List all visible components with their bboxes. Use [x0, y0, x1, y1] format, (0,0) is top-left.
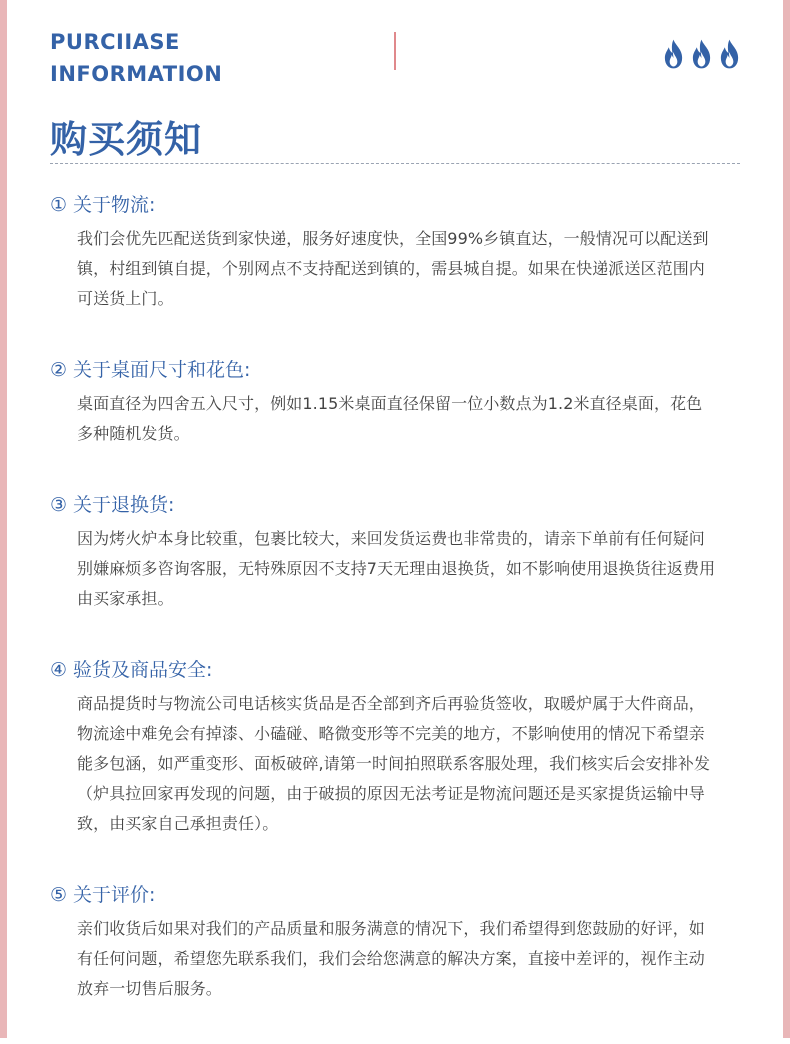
section-heading — [50, 189, 720, 221]
flame-icon — [690, 38, 713, 70]
flame-icon — [718, 38, 741, 70]
section-logistics — [50, 189, 720, 314]
section-heading — [50, 879, 720, 911]
flame-icon — [662, 38, 685, 70]
section-reviews — [50, 879, 720, 1004]
header-english-line-1: PURCIIASE — [50, 30, 180, 54]
right-edge-stripe — [783, 0, 790, 1038]
section-number: ① — [50, 194, 68, 216]
header-divider — [394, 32, 396, 70]
notice-sections — [50, 189, 720, 1044]
header-english-title — [50, 26, 222, 90]
section-body: 商品提货时与物流公司电话核实货品是否全部到齐后再验货签收，取暖炉属于大件商品，物流途中难免会有掉漆、小磕碰、略微变形等不完美的地方，不影响使用的情况下希望亲能多包涵，如严重变形、面板破碎,请第一时间拍照联系客服处理，我们核实后会安排补发（炉具拉回家再发现的问题，由于破损的原因无法考证是物流问题还是买家提货运输中导致，由买家自己承担责任）。 — [77, 694, 711, 833]
section-title: 关于评价: — [73, 884, 156, 906]
section-number: ② — [50, 359, 68, 381]
section-returns — [50, 489, 720, 614]
section-body: 我们会优先匹配送货到家快递，服务好速度快，全国99%乡镇直达，一般情况可以配送到镇，村组到镇自提，个别网点不支持配送到镇的，需县城自提。如果在快递派送区范围内可送货上门。 — [77, 229, 709, 308]
section-heading — [50, 354, 720, 386]
section-body: 亲们收货后如果对我们的产品质量和服务满意的情况下，我们希望得到您鼓励的好评，如有任何问题，希望您先联系我们，我们会给您满意的解决方案，直接中差评的，视作主动放弃一切售后服务。 — [77, 919, 705, 998]
page-title: 购买须知 — [50, 118, 202, 161]
section-number: ③ — [50, 494, 68, 516]
section-heading — [50, 654, 720, 686]
section-heading — [50, 489, 720, 521]
title-dashed-divider — [50, 163, 740, 164]
section-body: 桌面直径为四舍五入尺寸，例如1.15米桌面直径保留一位小数点为1.2米直径桌面，花色多种随机发货。 — [77, 394, 703, 443]
section-title: 关于桌面尺寸和花色: — [73, 359, 251, 381]
section-title: 关于退换货: — [73, 494, 175, 516]
section-number: ④ — [50, 659, 68, 681]
section-title: 关于物流: — [73, 194, 156, 216]
section-inspection-safety — [50, 654, 720, 839]
section-number: ⑤ — [50, 884, 68, 906]
left-edge-stripe — [0, 0, 7, 1038]
flame-icons — [662, 38, 741, 70]
section-title: 验货及商品安全: — [73, 659, 213, 681]
header-english-line-2: INFORMATION — [50, 62, 223, 86]
section-body: 因为烤火炉本身比较重，包裹比较大，来回发货运费也非常贵的，请亲下单前有任何疑问别嫌麻烦多咨询客服，无特殊原因不支持7天无理由退换货，如不影响使用退换货往返费用由买家承担。 — [77, 529, 716, 608]
section-table-size-pattern — [50, 354, 720, 449]
